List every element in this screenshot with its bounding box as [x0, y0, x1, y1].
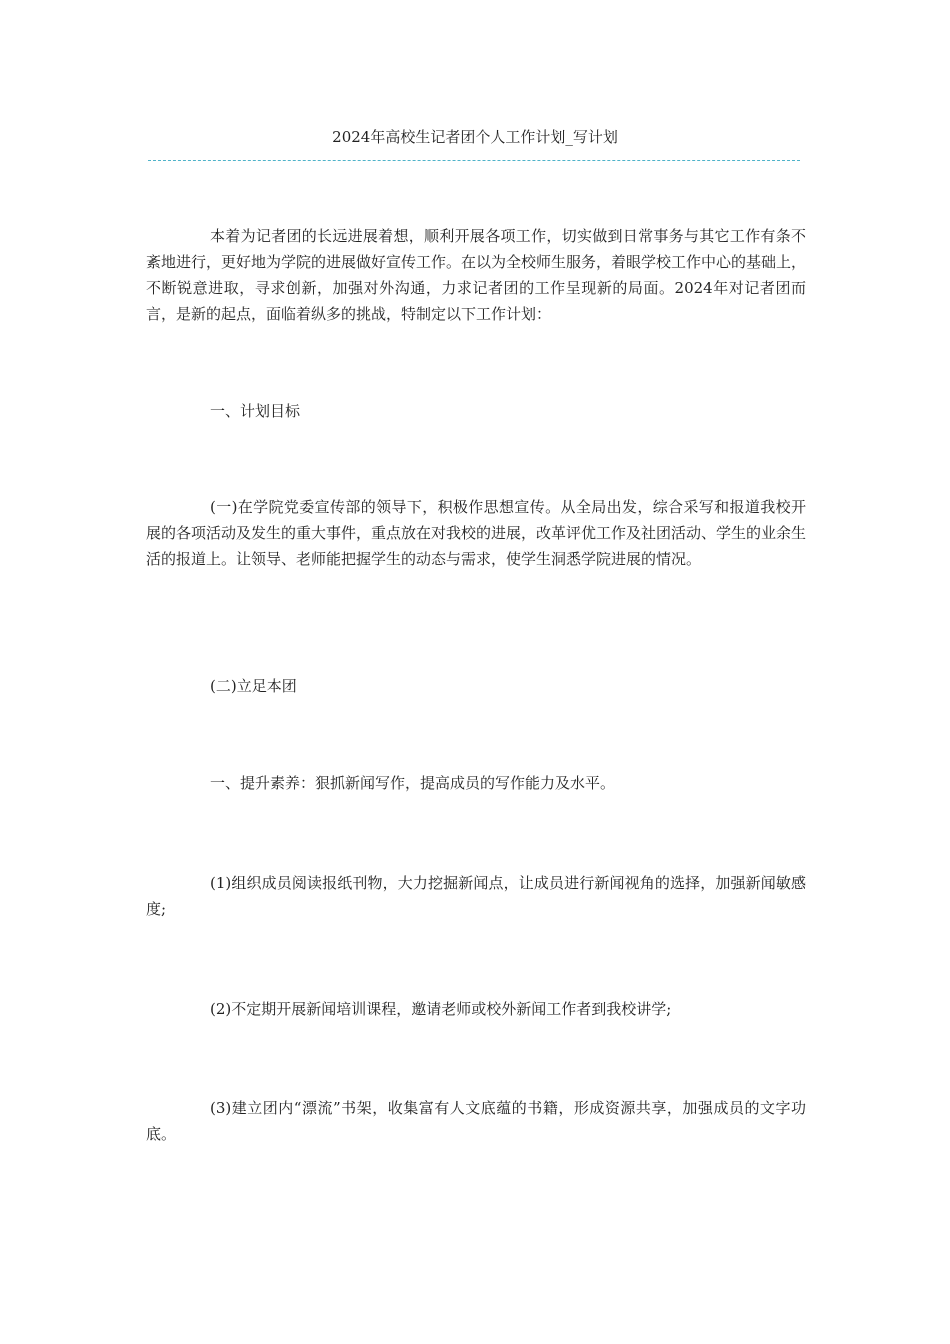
title-divider: [148, 160, 800, 161]
subsection-heading: (二)立足本团: [210, 677, 297, 695]
section-heading-goals: 一、计划目标: [210, 402, 301, 420]
intro-paragraph: 本着为记者团的长远进展着想，顺利开展各项工作，切实做到日常事务与其它工作有条不紊地进行，更好地为学院的进展做好宣传工作。在以为全校师生服务，着眼学校工作中心的基础上，不断锐意进取，寻求创新，加强对外沟通，力求记者团的工作呈现新的局面。2024年对记者团而言，是新的起点，面临着纵多的挑战，特制定以下工作计划：: [146, 227, 807, 323]
list-item-2: (2)不定期开展新闻培训课程，邀请老师或校外新闻工作者到我校讲学;: [210, 1000, 672, 1018]
list-item-3: (3)建立团内“漂流”书架，收集富有人文底蕴的书籍，形成资源共享，加强成员的文字功底。: [146, 1099, 806, 1143]
list-item-1: (1)组织成员阅读报纸刊物，大力挖掘新闻点，让成员进行新闻视角的选择，加强新闻敏感度;: [146, 874, 806, 918]
goal-paragraph-1: (一)在学院党委宣传部的领导下，积极作思想宣传。从全局出发，综合采写和报道我校开展的各项活动及发生的重大事件，重点放在对我校的进展，改革评优工作及社团活动、学生的业余生活的报道上。让领导、老师能把握学生的动态与需求，使学生洞悉学院进展的情况。: [146, 498, 807, 568]
item-heading-literacy: 一、提升素养：狠抓新闻写作，提高成员的写作能力及水平。: [210, 774, 616, 792]
document-title: 2024年高校生记者团个人工作计划_写计划: [332, 128, 618, 146]
